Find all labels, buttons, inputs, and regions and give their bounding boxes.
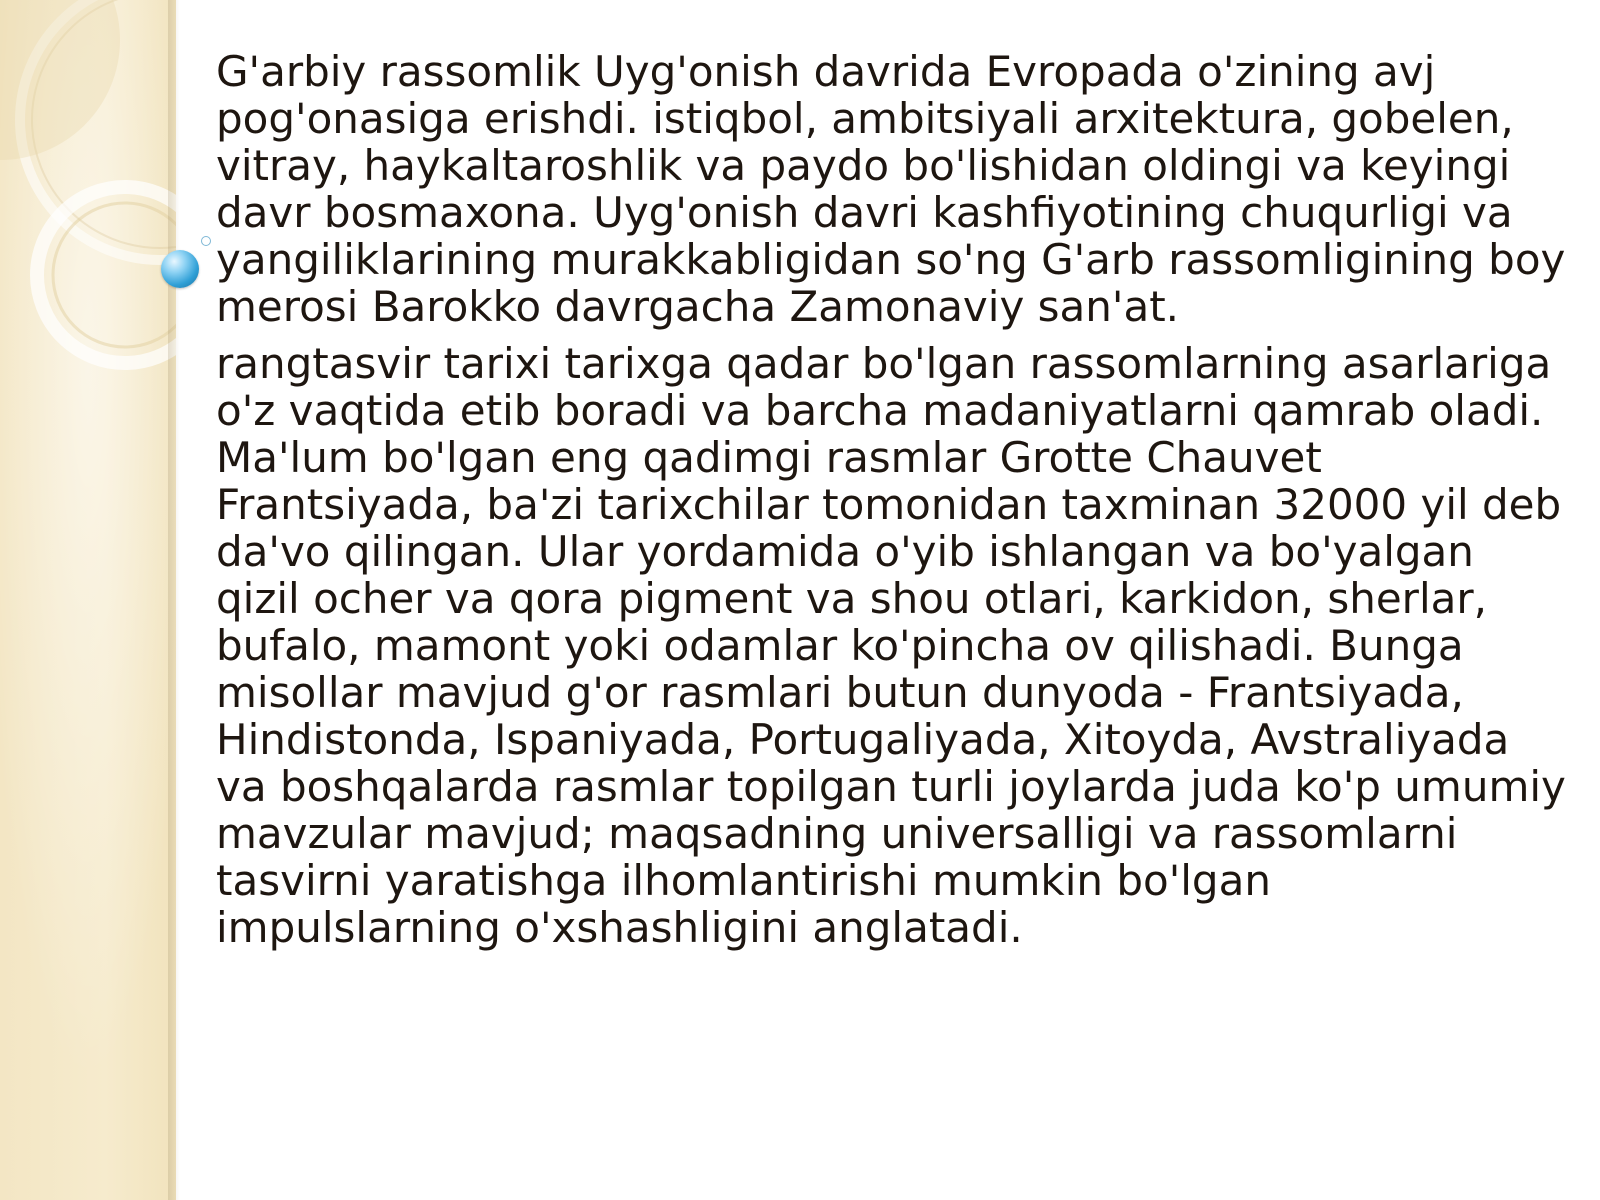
small-ring-icon: [201, 236, 211, 246]
decorative-side-panel: [0, 0, 176, 1200]
bullet-orb-icon: [161, 250, 199, 288]
slide-body-text: [216, 48, 1566, 961]
side-panel-shadow: [168, 0, 180, 1200]
paragraph-renaissance: G'arbiy rassomlik Uyg'onish davrida Evropada o'zining avj pog'onasiga erishdi. istiqbol, ambitsiyali arxitektura, gobelen, vitray, haykaltaroshlik va paydo bo'lishidan oldingi va keyingi davr bosmaxona. Uyg'onish davri kashfiyotining chuqurligi va yangiliklarining murakkabligidan so'ng G'arb rassomligining boy merosi Barokko davrgacha Zamonaviy san'at.: [216, 47, 1566, 331]
paragraph-painting-history: rangtasvir tarixi tarixga qadar bo'lgan rassomlarning asarlariga o'z vaqtida etib boradi va barcha madaniyatlarni qamrab oladi. Ma'lum bo'lgan eng qadimgi rasmlar Grotte Chauvet Frantsiyada, ba'zi tarixchilar tomonidan taxminan 32000 yil deb da'vo qilingan. Ular yordamida o'yib ishlangan va bo'yalgan qizil ocher va qora pigment va shou otlari, karkidon, sherlar, bufalo, mamont yoki odamlar ko'pincha ov qilishadi. Bunga misollar mavjud g'or rasmlari butun dunyoda - Frantsiyada, Hindistonda, Ispaniyada, Portugaliyada, Xitoyda, Avstraliyada va boshqalarda rasmlar topilgan turli joylarda juda ko'p umumiy mavzular mavjud; maqsadning universalligi va rassomlarni tasvirni yaratishga ilhomlantirishi mumkin bo'lgan impulslarning o'xshashligini anglatadi.: [216, 339, 1566, 952]
decorative-rings-graphic: [0, 0, 176, 1200]
